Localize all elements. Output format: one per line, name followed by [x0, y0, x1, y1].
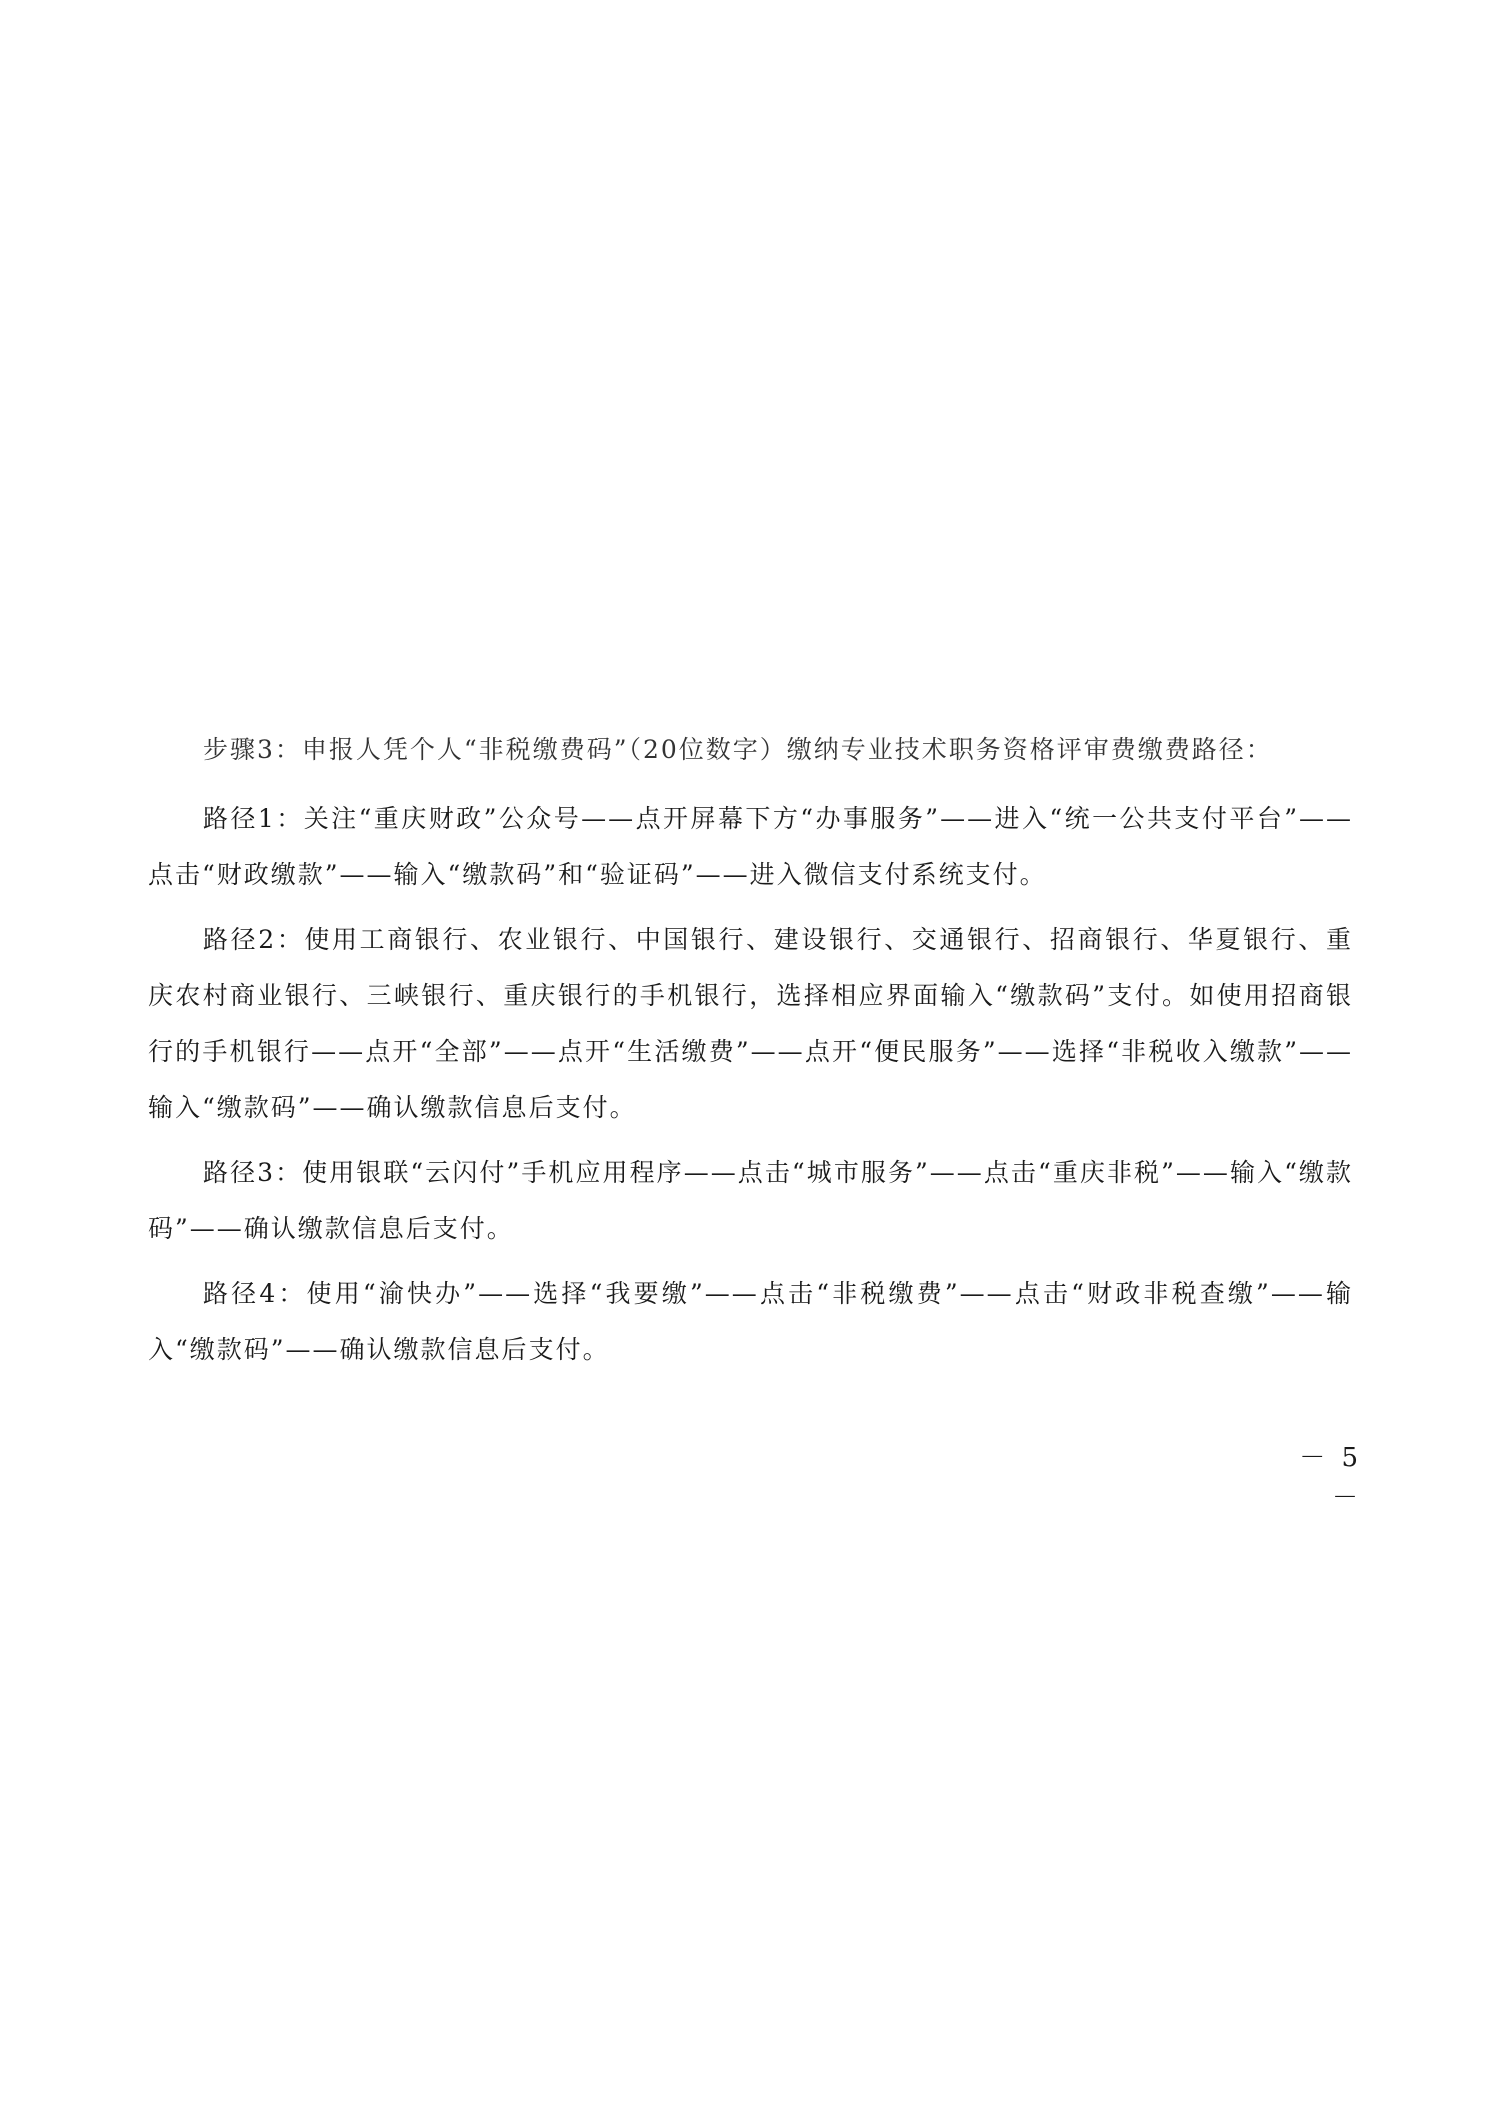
path-2-paragraph: 路径2：使用工商银行、农业银行、中国银行、建设银行、交通银行、招商银行、华夏银行、重庆农村商业银行、三峡银行、重庆银行的手机银行，选择相应界面输入“缴款码”支付。如使用招商银行的手机银行——点开“全部”——点开“生活缴费”——点开“便民服务”——选择“非税收入缴款”——输入“缴款码”——确认缴款信息后支付。 [148, 925, 1353, 1122]
path-3-paragraph: 路径3：使用银联“云闪付”手机应用程序——点击“城市服务”——点击“重庆非税”——输入“缴款码”——确认缴款信息后支付。 [148, 1158, 1353, 1243]
page-number: － 5 － [1299, 1443, 1362, 1513]
step-3-paragraph: 步骤3：申报人凭个人“非税缴费码”（20位数字）缴纳专业技术职务资格评审费缴费路径： [203, 735, 1273, 764]
path-1-paragraph: 路径1：关注“重庆财政”公众号——点开屏幕下方“办事服务”——进入“统一公共支付平台”——点击“财政缴款”——输入“缴款码”和“验证码”——进入微信支付系统支付。 [148, 804, 1353, 889]
document-body [148, 722, 1353, 1378]
path-4-paragraph: 路径4：使用“渝快办”——选择“我要缴”——点击“非税缴费”——点击“财政非税查缴”——输入“缴款码”——确认缴款信息后支付。 [148, 1279, 1353, 1364]
